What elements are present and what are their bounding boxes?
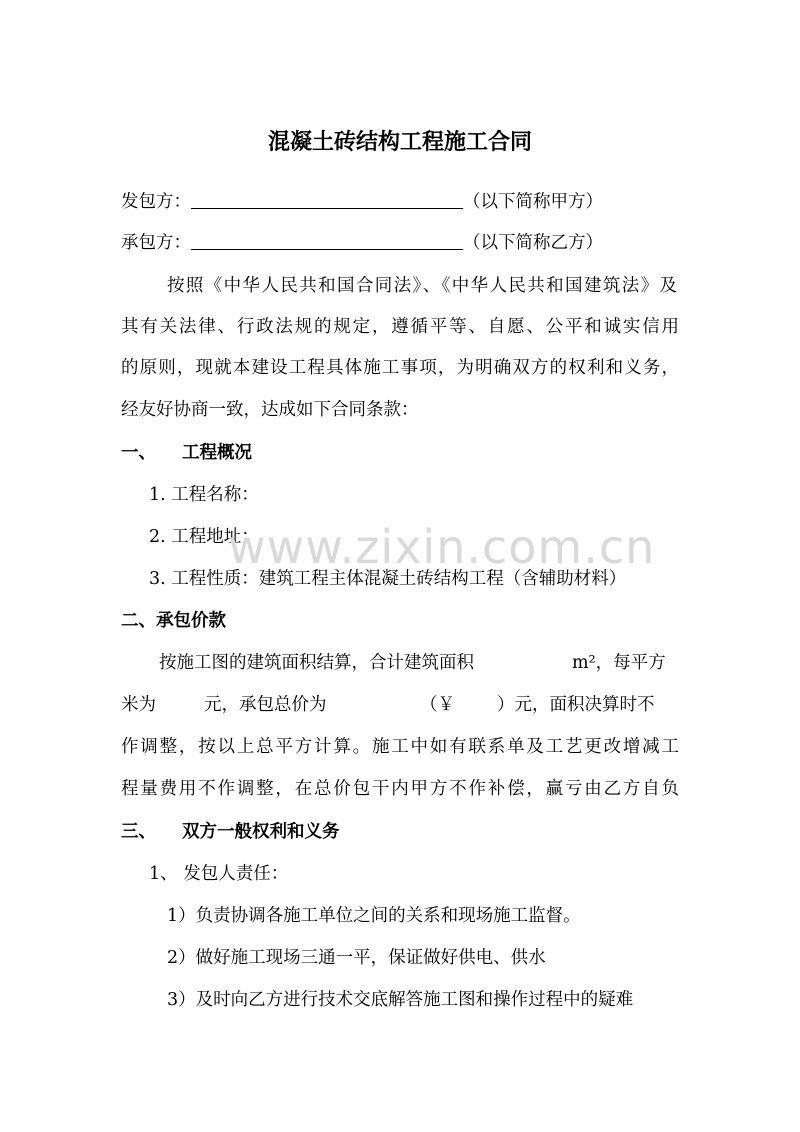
employer-duty-1: 1）负责协调各施工单位之间的关系和现场施工监督。 [167,906,581,926]
project-nature-item: 3. 工程性质：建筑工程主体混凝土砖结构工程（含辅助材料） [149,569,627,589]
price-line-1a: 按施工图的建筑面积结算，合计建筑面积 [159,653,474,673]
party-b-suffix: （以下简称乙方） [463,233,603,253]
document-title: 混凝土砖结构工程施工合同 [267,130,532,155]
party-a-label: 发包方： [121,192,191,212]
employer-duty-2: 2）做好施工现场三通一平，保证做好供电、供水 [167,948,546,968]
party-b-blank [191,231,463,250]
section-1-number: 一、 [121,443,156,463]
watermark-text: www.zixin.com.cn [228,520,656,574]
employer-duties-heading: 1、 发包人责任： [149,864,289,884]
section-3-number: 三、 [121,822,156,842]
section-1-title: 工程概况 [182,443,252,463]
section-3-title: 双方一般权利和义务 [182,822,340,842]
price-line-1b: m²，每平方 [572,653,666,673]
party-b-line [121,231,603,255]
price-line-2a: 米为 [121,695,156,715]
project-address-item: 2. 工程地址： [149,527,259,547]
price-line-2c: （￥ [420,695,455,715]
price-line-3: 作调整，按以上总平方计算。施工中如有联系单及工艺更改增减工 [121,737,679,757]
section-1-heading [121,441,252,465]
party-a-suffix: （以下简称甲方） [463,192,603,212]
project-name-item: 1. 工程名称： [149,485,259,505]
party-a-line [121,190,603,214]
price-line-4: 程量费用不作调整，在总价包干内甲方不作补偿，赢亏由乙方自负 [121,779,679,799]
preamble-line-2: 其有关法律、行政法规的规定，遵循平等、自愿、公平和诚实信用 [121,317,679,337]
preamble-line-1: 按照《中华人民共和国合同法》、《中华人民共和国建筑法》及 [167,276,677,296]
preamble-line-3: 的原则，现就本建设工程具体施工事项，为明确双方的权利和义务， [121,358,679,378]
preamble-line-4: 经友好协商一致，达成如下合同条款： [121,400,419,420]
price-line-2b: 元，承包总价为 [204,695,327,715]
party-a-blank [191,190,463,209]
section-2-heading: 二、承包价款 [121,611,226,631]
section-3-heading [121,820,340,844]
party-b-label: 承包方： [121,233,191,253]
price-line-2d: ）元，面积决算时不 [497,695,655,715]
employer-duty-3: 3）及时向乙方进行技术交底解答施工图和操作过程中的疑难 [167,990,634,1010]
